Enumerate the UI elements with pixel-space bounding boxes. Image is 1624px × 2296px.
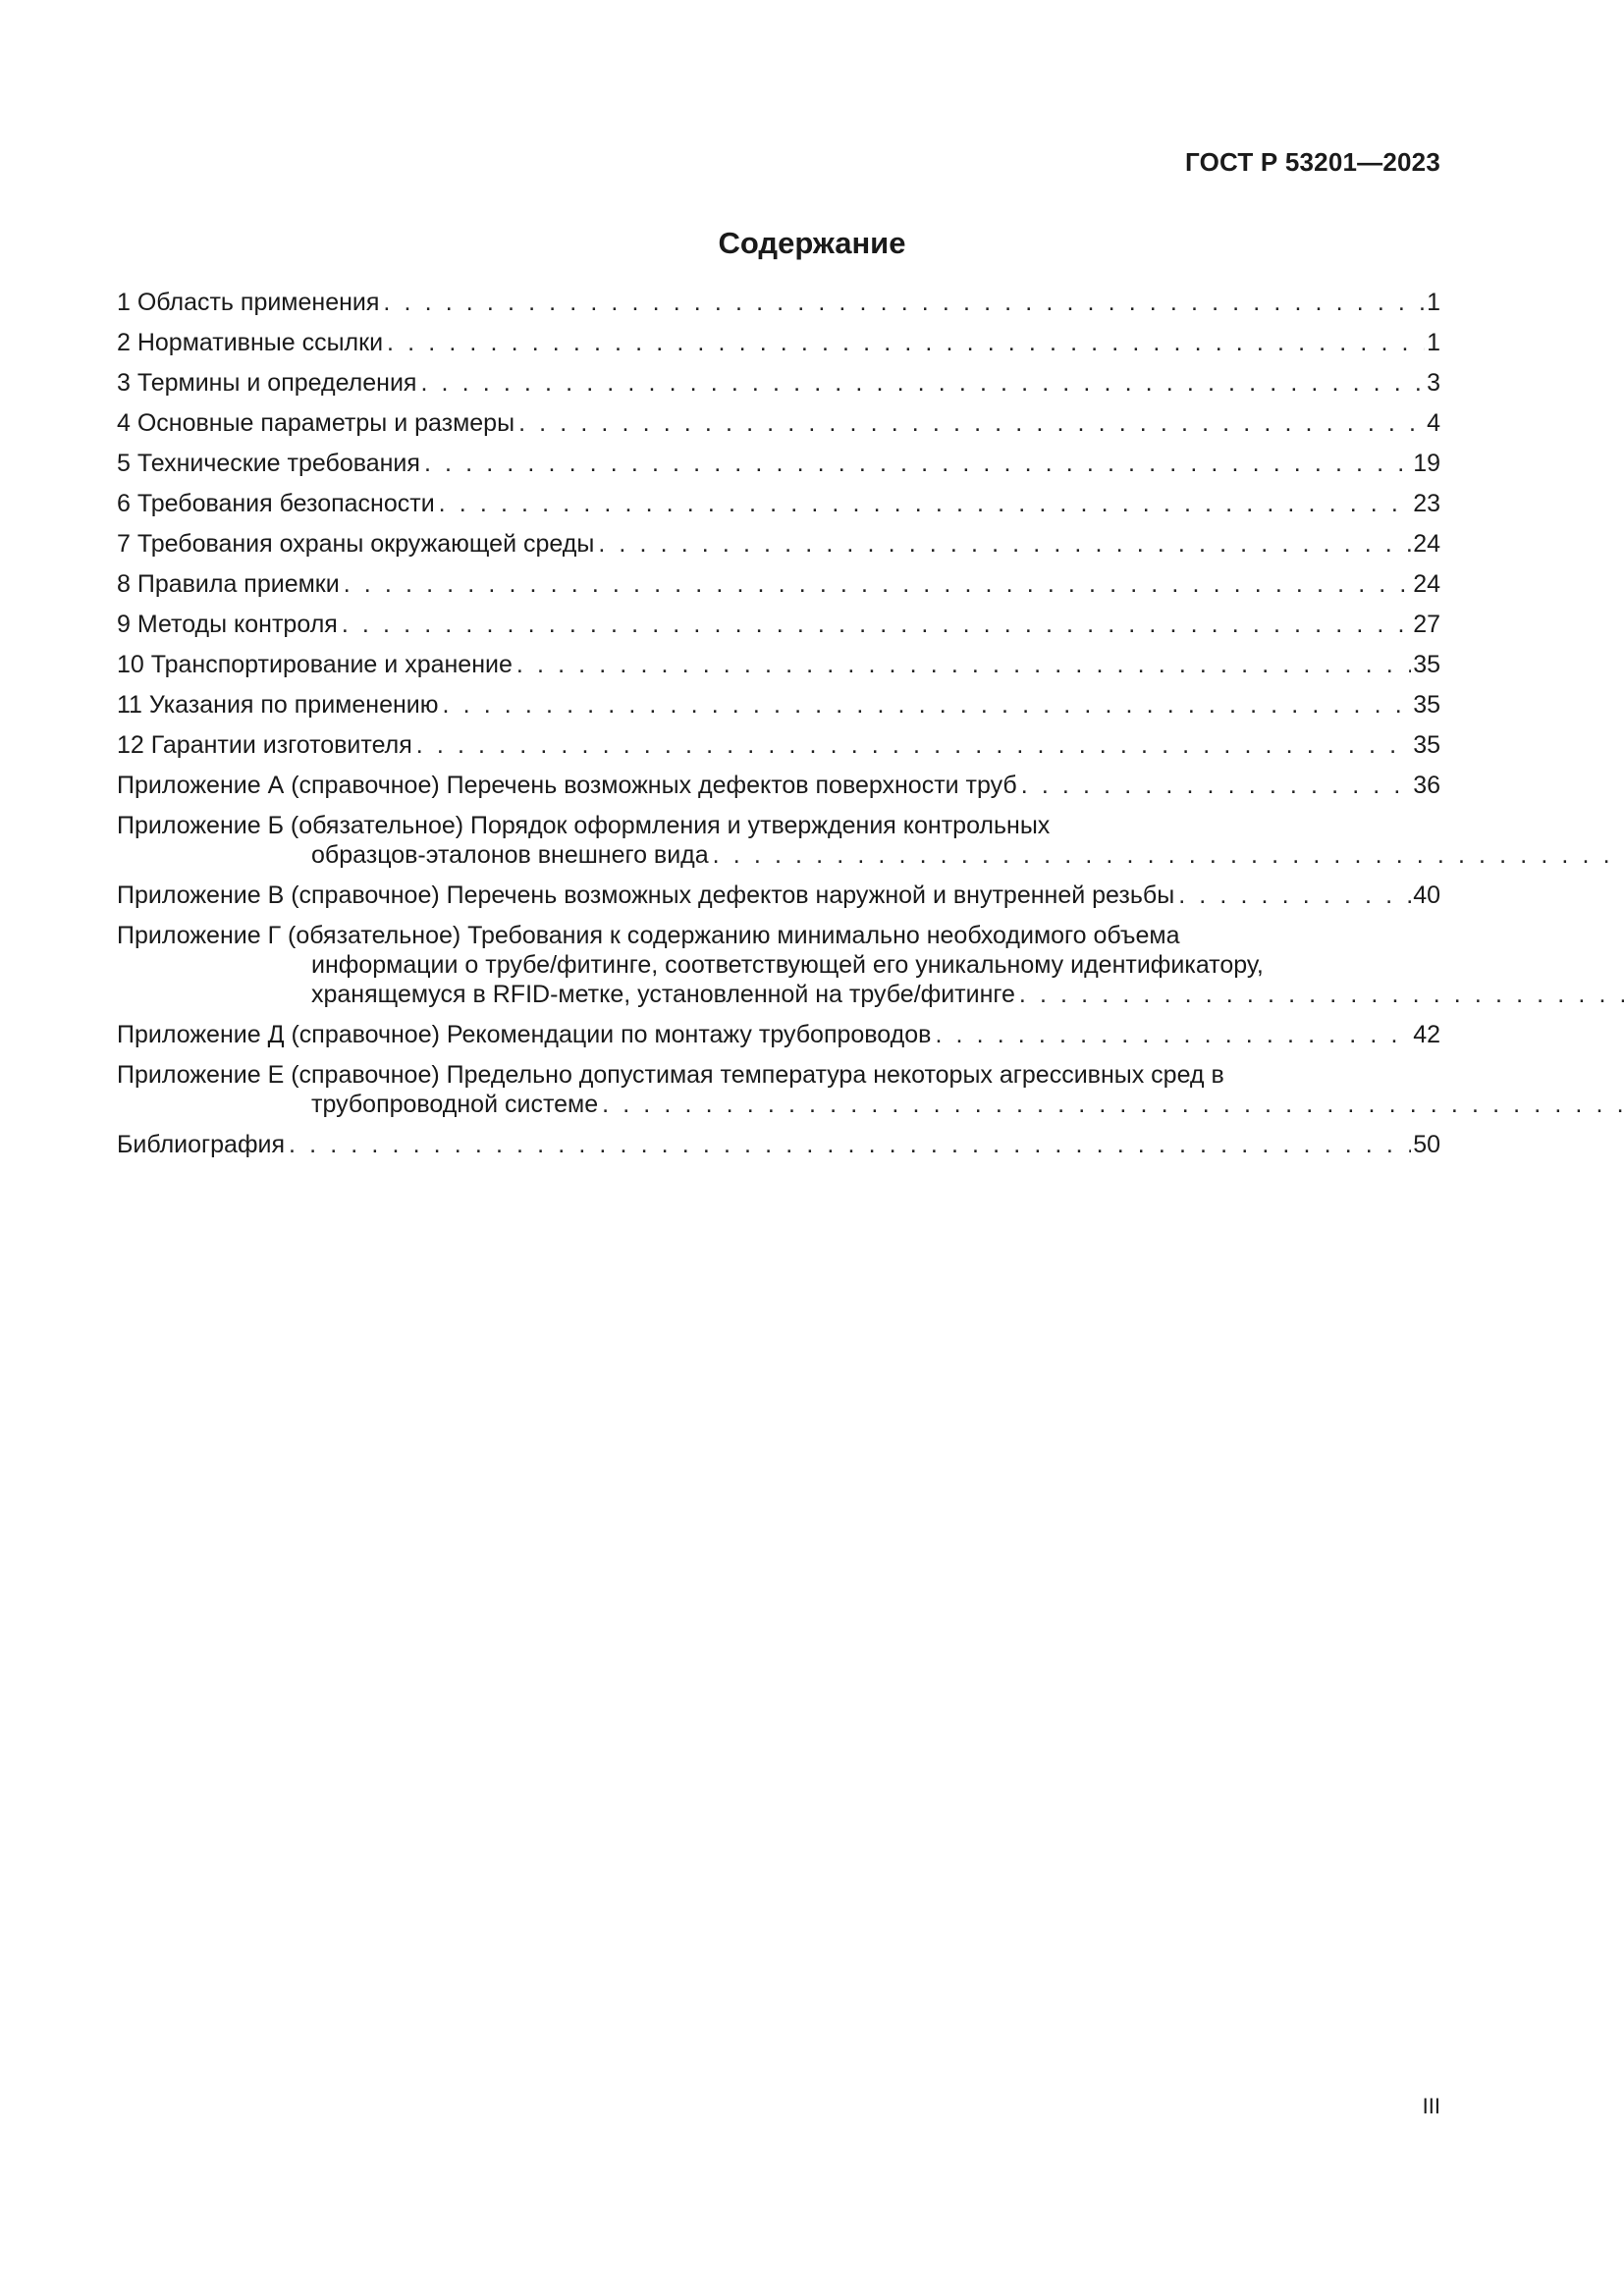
- toc-entry-text: 11 Указания по применению: [117, 691, 439, 719]
- toc-dot-leader: [420, 368, 1425, 398]
- toc-entry-page: 36: [1413, 772, 1440, 799]
- toc-dot-leader: [598, 529, 1411, 559]
- toc-dot-leader: [439, 489, 1412, 518]
- toc-dot-leader: [1021, 771, 1411, 800]
- toc-entry-text: 10 Транспортирование и хранение: [117, 651, 513, 678]
- toc-entry-page: 1: [1427, 289, 1440, 316]
- toc-dot-leader: [713, 841, 1624, 869]
- toc-dot-leader: [289, 1130, 1411, 1159]
- page-number: III: [1422, 2094, 1440, 2118]
- toc-entry[interactable]: [117, 408, 1440, 438]
- toc-entry[interactable]: [117, 529, 1440, 559]
- toc-entry-annex-g[interactable]: [117, 921, 1440, 1009]
- toc-entry-text-cont: трубопроводной системе: [311, 1091, 599, 1118]
- toc-dot-leader: [935, 1020, 1411, 1049]
- toc-entry-text: 8 Правила приемки: [117, 570, 340, 598]
- toc-entry-text: 12 Гарантии изготовителя: [117, 731, 412, 759]
- toc-entry-text: Приложение Б (обязательное) Порядок оформления и утверждения контрольных: [117, 812, 1051, 839]
- toc-entry-text: Приложение Е (справочное) Предельно допустимая температура некоторых агрессивных сред в: [117, 1061, 1224, 1089]
- table-of-contents: [117, 288, 1440, 1170]
- toc-entry-page: 35: [1413, 651, 1440, 678]
- toc-dot-leader: [383, 288, 1425, 317]
- toc-entry-page: 50: [1413, 1131, 1440, 1158]
- toc-dot-leader: [1019, 981, 1624, 1008]
- toc-entry[interactable]: [117, 610, 1440, 639]
- toc-dot-leader: [342, 610, 1411, 639]
- toc-dot-leader: [602, 1091, 1624, 1118]
- toc-entry-text: 4 Основные параметры и размеры: [117, 409, 515, 437]
- toc-entry[interactable]: [117, 690, 1440, 720]
- toc-entry-text: Приложение А (справочное) Перечень возможных дефектов поверхности труб: [117, 772, 1017, 799]
- toc-entry[interactable]: [117, 288, 1440, 317]
- toc-dot-leader: [344, 569, 1411, 599]
- document-code: ГОСТ Р 53201—2023: [1185, 147, 1440, 177]
- toc-entry-page: 23: [1413, 490, 1440, 517]
- toc-dot-leader: [424, 449, 1411, 478]
- toc-entry-annex-v[interactable]: [117, 881, 1440, 910]
- toc-dot-leader: [416, 730, 1411, 760]
- toc-title: Содержание: [718, 226, 906, 260]
- toc-entry-text: Приложение Д (справочное) Рекомендации по монтажу трубопроводов: [117, 1021, 932, 1048]
- toc-entry[interactable]: [117, 328, 1440, 357]
- toc-entry-page: 35: [1413, 731, 1440, 759]
- toc-entry-page: 42: [1413, 1021, 1440, 1048]
- toc-entry-page: 35: [1413, 691, 1440, 719]
- toc-entry-text: 2 Нормативные ссылки: [117, 329, 384, 356]
- toc-entry-text: 3 Термины и определения: [117, 369, 417, 397]
- toc-entry-page: 40: [1413, 881, 1440, 909]
- toc-dot-leader: [387, 328, 1425, 357]
- toc-entry[interactable]: [117, 489, 1440, 518]
- toc-entry[interactable]: [117, 730, 1440, 760]
- toc-entry-page: 24: [1413, 530, 1440, 558]
- toc-dot-leader: [518, 408, 1425, 438]
- toc-entry[interactable]: [117, 650, 1440, 679]
- toc-entry-text: 9 Методы контроля: [117, 611, 338, 638]
- toc-dot-leader: [516, 650, 1411, 679]
- toc-entry-text-cont: хранящемуся в RFID-метке, установленной на трубе/фитинге: [311, 981, 1015, 1008]
- toc-entry-text: 5 Технические требования: [117, 450, 420, 477]
- toc-entry-bibliography[interactable]: [117, 1130, 1440, 1159]
- toc-entry-text: 1 Область применения: [117, 289, 380, 316]
- toc-entry-page: 1: [1427, 329, 1440, 356]
- toc-entry-page: 4: [1427, 409, 1440, 437]
- toc-entry-page: 19: [1413, 450, 1440, 477]
- toc-entry-annex-e[interactable]: [117, 1060, 1440, 1119]
- toc-entry[interactable]: [117, 569, 1440, 599]
- toc-entry-text: 7 Требования охраны окружающей среды: [117, 530, 595, 558]
- toc-entry-text: Приложение В (справочное) Перечень возможных дефектов наружной и внутренней резьбы: [117, 881, 1175, 909]
- toc-entry-annex-a[interactable]: [117, 771, 1440, 800]
- toc-entry-page: 24: [1413, 570, 1440, 598]
- toc-entry-page: 3: [1427, 369, 1440, 397]
- toc-entry-text-cont: информации о трубе/фитинге, соответствующей его уникальному идентификатору,: [311, 951, 1264, 979]
- toc-entry-annex-b[interactable]: [117, 811, 1440, 870]
- toc-dot-leader: [1178, 881, 1411, 910]
- toc-entry-text: 6 Требования безопасности: [117, 490, 435, 517]
- toc-entry[interactable]: [117, 449, 1440, 478]
- toc-entry-text: Библиография: [117, 1131, 286, 1158]
- toc-entry[interactable]: [117, 368, 1440, 398]
- toc-entry-text-cont: образцов-эталонов внешнего вида: [311, 841, 709, 869]
- toc-dot-leader: [443, 690, 1412, 720]
- toc-entry-annex-d[interactable]: [117, 1020, 1440, 1049]
- toc-entry-text: Приложение Г (обязательное) Требования к содержанию минимально необходимого объема: [117, 922, 1180, 949]
- toc-entry-page: 27: [1413, 611, 1440, 638]
